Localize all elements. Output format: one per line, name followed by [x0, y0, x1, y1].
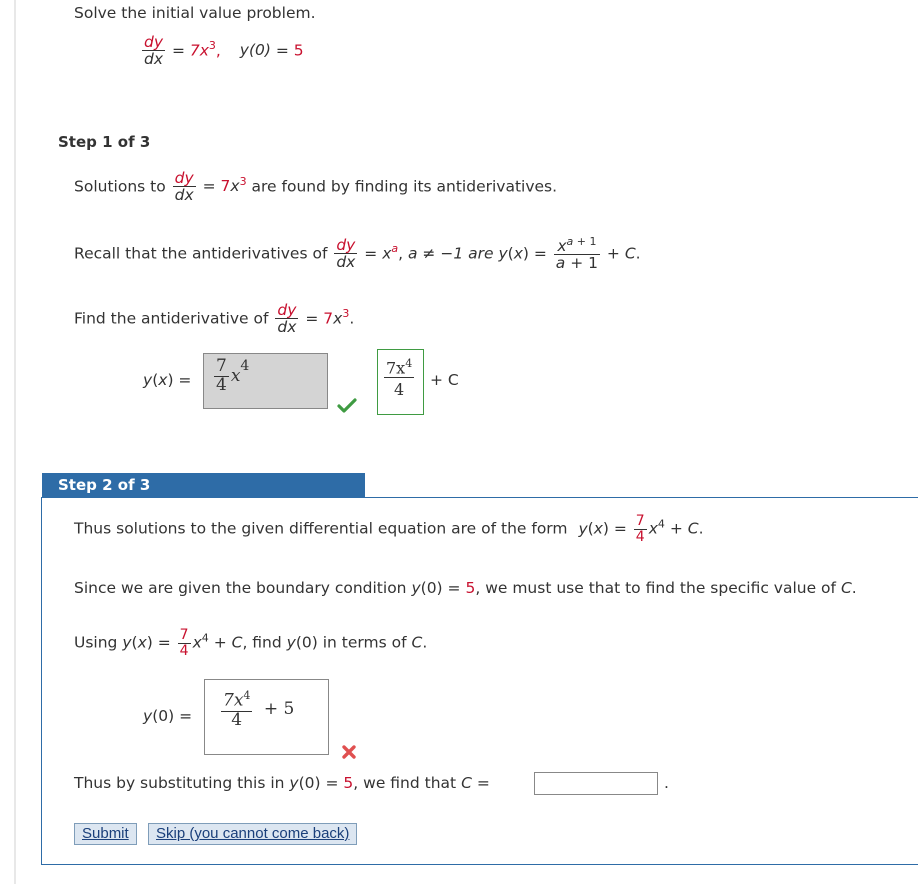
- submit-button[interactable]: Submit: [74, 823, 137, 845]
- step1-header: Step 1 of 3: [58, 133, 151, 151]
- step2-line4: Thus by substituting this in y(0) = 5, we find that C =: [74, 774, 490, 792]
- step1-y-label: y(x) =: [143, 371, 192, 389]
- check-icon: [337, 398, 357, 414]
- period: .: [664, 774, 669, 792]
- step1-line3: Find the antiderivative of $\frac{dy}{dx}$ = $7x^3$.: [74, 301, 355, 337]
- step1-line2: Recall that the antiderivatives of $\frac{dy}{dx}$ = $x^a$, a ≠ −1 are y(x) = $\frac{x^{a + 1}}{a + 1}$ + C.: [74, 235, 641, 273]
- cross-icon: [341, 744, 357, 760]
- step1-line1: Solutions to $\frac{dy}{dx}$ = $7x^3$ are found by finding its antiderivatives.: [74, 169, 558, 205]
- step2-y0-label: y(0) =: [143, 707, 193, 725]
- step2-line3: Using y(x) = $\frac{7}{4}$ $x^4 + C$, find y(0) in terms of C.: [74, 627, 428, 659]
- problem-prompt: Solve the initial value problem.: [74, 4, 316, 22]
- step2-panel: [41, 497, 918, 865]
- problem-ode: $\frac{dy}{dx}$ = $7x^3$, y(0) = 5: [144, 33, 304, 69]
- skip-button[interactable]: Skip (you cannot come back): [148, 823, 357, 845]
- step2-answer-expr: $\frac{7x^4}{4}$ + 5: [223, 689, 295, 730]
- step2-line2: Since we are given the boundary condition y(0) = 5, we must use that to find the specific value of C.: [74, 579, 857, 597]
- step1-correct-answer: $\frac{7x^4}{4}$: [377, 349, 424, 415]
- step2-header: Step 2 of 3: [42, 473, 365, 497]
- step1-plus-c: + C: [430, 371, 459, 389]
- step1-answer-expr: $\frac{7}{4}$ $x^4$: [216, 356, 250, 395]
- step2-line1: Thus solutions to the given differential equation are of the form y(x) = $\frac{7}{4}$ $x^4 + C$.: [74, 513, 704, 545]
- step1-answer-box[interactable]: [203, 353, 328, 409]
- left-rule: [14, 0, 16, 884]
- step2-answer-box[interactable]: [204, 679, 329, 755]
- c-value-input[interactable]: [534, 772, 658, 795]
